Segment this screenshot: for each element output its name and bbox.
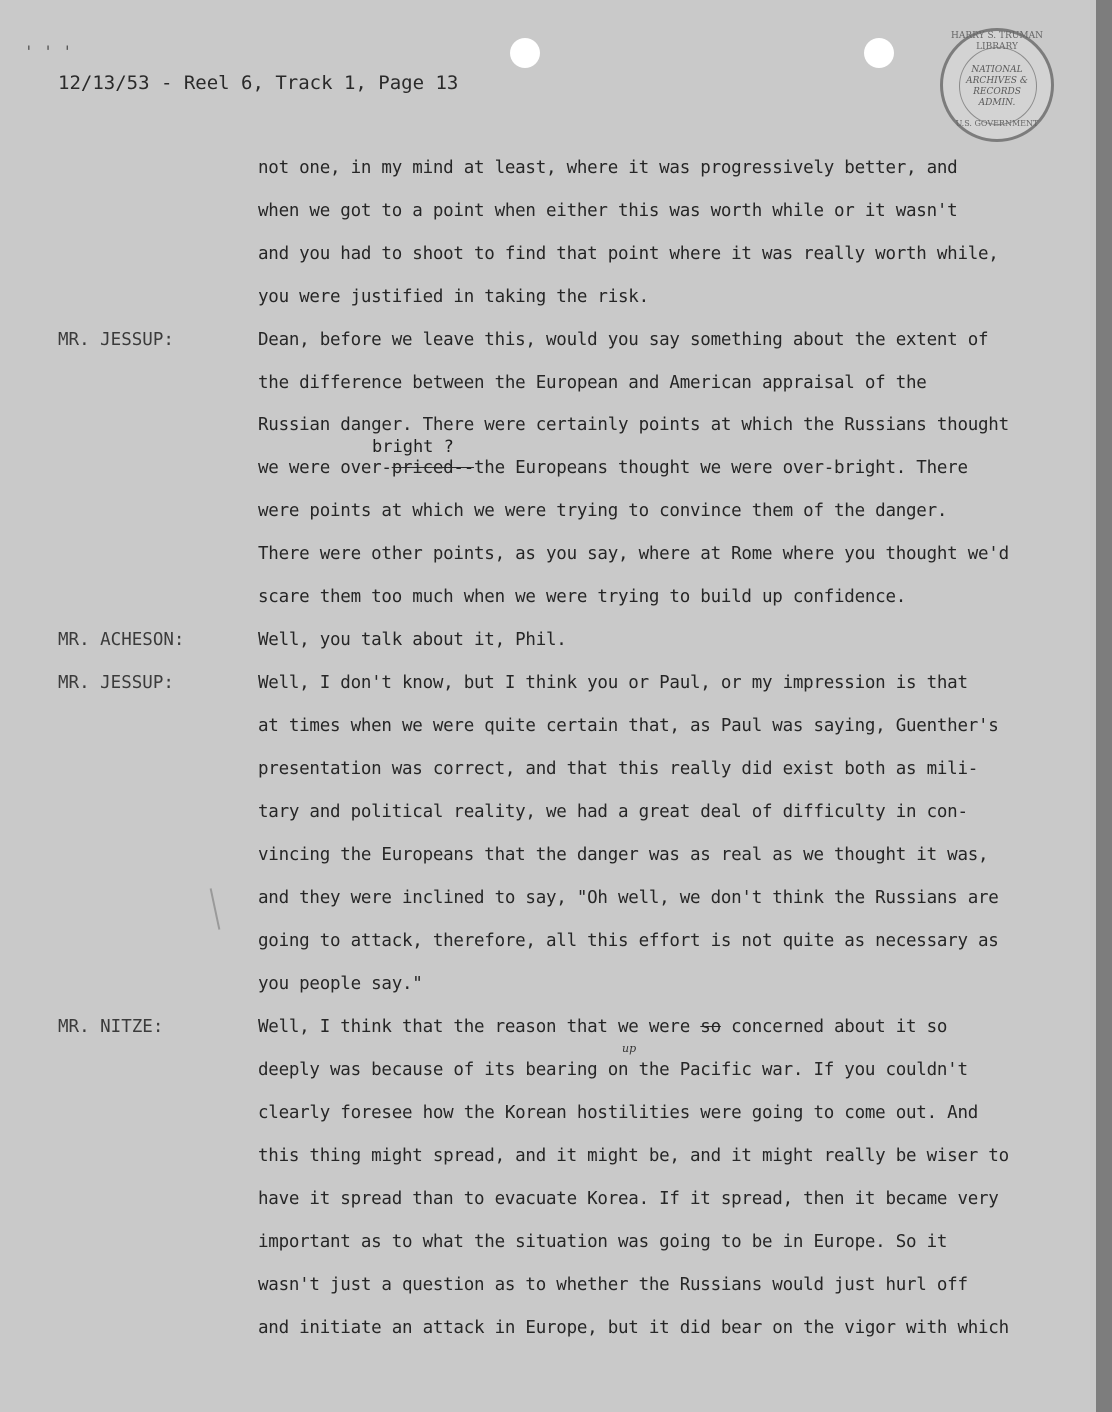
- punch-hole-left: [510, 38, 540, 68]
- transcript-line: presentation was correct, and that this really did exist both as mili-: [258, 759, 979, 779]
- struck-word: so: [700, 1017, 721, 1037]
- transcript-line: and initiate an attack in Europe, but it did bear on the vigor with which: [258, 1318, 1009, 1338]
- transcript-line: at times when we were quite certain that, as Paul was saying, Guenther's: [258, 716, 999, 736]
- transcript-line: going to attack, therefore, all this effort is not quite as necessary as: [258, 931, 999, 951]
- speaker-label-nitze: MR. NITZE:: [58, 1017, 164, 1037]
- stamp-ring-text: HARRY S. TRUMAN LIBRARY: [951, 31, 1043, 52]
- transcript-line: have it spread than to evacuate Korea. If it spread, then it became very: [258, 1189, 999, 1209]
- transcript-line-with-correction: [258, 458, 968, 478]
- transcript-line: vincing the Europeans that the danger was as real as we thought it was,: [258, 845, 989, 865]
- transcript-line: not one, in my mind at least, where it was progressively better, and: [258, 158, 958, 178]
- transcript-line: important as to what the situation was going to be in Europe. So it: [258, 1232, 948, 1252]
- typed-insertion: bright ?: [372, 437, 454, 457]
- line-segment: we were over-: [258, 458, 392, 478]
- transcript-line: the difference between the European and American appraisal of the: [258, 373, 927, 393]
- transcript-line: wasn't just a question as to whether the Russians would just hurl off: [258, 1275, 968, 1295]
- speaker-label-jessup: MR. JESSUP:: [58, 330, 174, 350]
- speaker-label-acheson: MR. ACHESON:: [58, 630, 185, 650]
- transcript-line: when we got to a point when either this was worth while or it wasn't: [258, 201, 958, 221]
- line-segment: Well, I think that the reason that we were: [258, 1017, 701, 1037]
- transcript-line: Well, you talk about it, Phil.: [258, 630, 567, 650]
- punch-hole-right: [864, 38, 894, 68]
- transcript-line: tary and political reality, we had a great deal of difficulty in con-: [258, 802, 968, 822]
- stamp-center-text: NATIONAL ARCHIVES & RECORDS ADMIN.: [966, 65, 1028, 108]
- transcript-line: deeply was because of its bearing on the Pacific war. If you couldn't: [258, 1060, 968, 1080]
- transcript-line: and they were inclined to say, "Oh well, we don't think the Russians are: [258, 888, 999, 908]
- transcript-line: Russian danger. There were certainly points at which the Russians thought: [258, 415, 1009, 435]
- transcript-line: There were other points, as you say, where at Rome where you thought we'd: [258, 544, 1009, 564]
- speaker-label-jessup: MR. JESSUP:: [58, 673, 174, 693]
- library-seal-stamp: [940, 28, 1054, 142]
- transcript-line: scare them too much when we were trying to build up confidence.: [258, 587, 907, 607]
- transcript-line: this thing might spread, and it might be, and it might really be wiser to: [258, 1146, 1009, 1166]
- line-segment: concerned about it so: [720, 1017, 948, 1037]
- transcript-line: and you had to shoot to find that point where it was really worth while,: [258, 244, 999, 264]
- pencil-margin-mark: [210, 888, 221, 929]
- transcript-line: Well, I don't know, but I think you or Paul, or my impression is that: [258, 673, 968, 693]
- struck-word: priced--: [391, 458, 475, 478]
- page-reference: 12/13/53 - Reel 6, Track 1, Page 13: [58, 72, 459, 94]
- stamp-bottom-text: U.S. GOVERNMENT: [955, 119, 1039, 128]
- transcript-line: were points at which we were trying to convince them of the danger.: [258, 501, 948, 521]
- transcript-line: Dean, before we leave this, would you say something about the extent of: [258, 330, 989, 350]
- corner-marks: ' ' ': [24, 42, 73, 61]
- line-segment: the Europeans thought we were over-bright. There: [474, 458, 968, 478]
- transcript-line: you people say.": [258, 974, 423, 994]
- transcript-line: you were justified in taking the risk.: [258, 287, 649, 307]
- transcript-line: clearly foresee how the Korean hostilities were going to come out. And: [258, 1103, 979, 1123]
- handwritten-insertion: up: [622, 1042, 637, 1055]
- transcript-line-with-correction: [258, 1017, 947, 1037]
